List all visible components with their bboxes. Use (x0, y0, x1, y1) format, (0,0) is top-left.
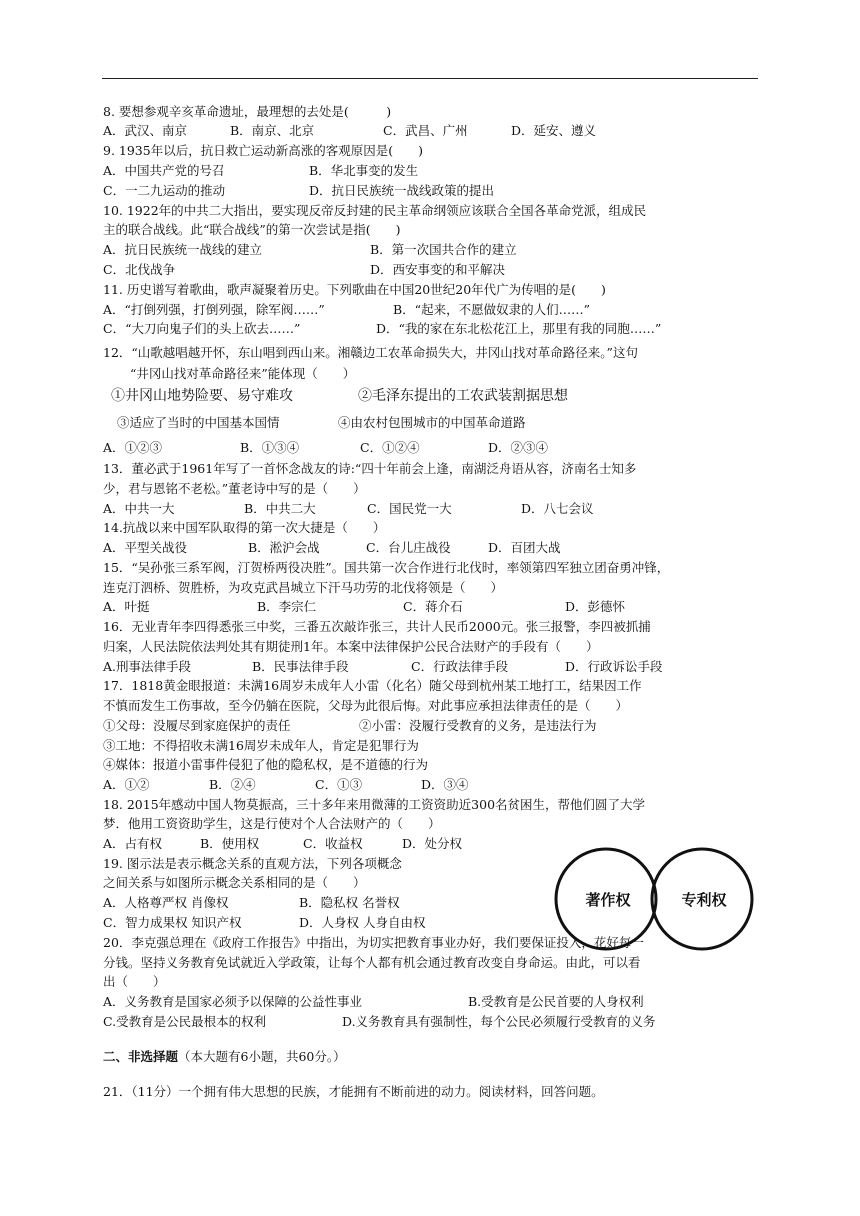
q12-option-b: B．①③④ (240, 440, 300, 455)
q19-option-b: B．隐私权 名誉权 (299, 895, 400, 910)
q20-option-a: A．义务教育是国家必须予以保障的公益性事业 (103, 994, 363, 1009)
q15-option-b: B．李宗仁 (257, 599, 317, 614)
q12-statement-3: ③适应了当时的中国基本国情 (117, 415, 280, 430)
question-18-stem-2: 梦．他用工资资助学生，这是行使对个人合法财产的（ ） (103, 816, 441, 831)
q19-option-c: C．智力成果权 知识产权 (103, 915, 242, 930)
question-19-stem-2: 之间关系与如图所示概念关系相同的是（ ） (103, 875, 366, 890)
q17-option-b: B．②④ (209, 777, 256, 792)
question-17-stem-2: 不慎而发生工伤事故，至今仍躺在医院，父母为此很后悔。对此事应承担法律责任的是（ ） (103, 698, 629, 713)
q16-option-c: C．行政法律手段 (411, 659, 509, 674)
q18-option-d: D．处分权 (402, 836, 463, 851)
q15-option-a: A．叶挺 (103, 599, 150, 614)
q9-option-c: C．一二九运动的推动 (103, 183, 226, 198)
question-15-stem: 15．“吴孙张三系军阀，汀贺桥两役决胜”。国共第一次合作进行北伐时，率领第四军独立团奋勇冲锋， (103, 560, 670, 575)
q20-option-b: B.受教育是公民首要的人身权利 (468, 994, 644, 1009)
q13-option-b: B．中共二大 (244, 501, 316, 516)
question-10-stem-2: 主的联合战线。此“联合战线”的第一次尝试是指( ) (103, 222, 401, 237)
q10-option-d: D．西安事变的和平解决 (370, 262, 506, 277)
q17-option-a: A．①② (103, 777, 150, 792)
q13-option-d: D．八七会议 (521, 501, 594, 516)
q12-option-a: A．①②③ (103, 440, 163, 455)
question-18-stem: 18. 2015年感动中国人物莫振高，三十多年来用微薄的工资资助近300名贫困生，帮他们圆了大学 (103, 797, 646, 812)
q13-option-c: C．国民党一大 (367, 501, 452, 516)
question-9-stem: 9. 1935年以后，抗日救亡运动新高涨的客观原因是( ) (103, 143, 423, 158)
q8-option-a: A．武汉、南京 (103, 123, 188, 138)
q20-option-c: C.受教育是公民最根本的权利 (103, 1014, 267, 1029)
q8-option-b: B．南京、北京 (230, 123, 315, 138)
q17-option-c: C．①③ (315, 777, 363, 792)
question-14-stem: 14.抗战以来中国军队取得的第一次大捷是（ ） (103, 520, 386, 535)
q10-option-b: B．第一次国共合作的建立 (370, 242, 517, 257)
q19-option-a: A．人格尊严权 肖像权 (103, 895, 229, 910)
q12-statement-1: ①井冈山地势险要、易守难攻 (111, 388, 293, 404)
q11-option-c: C．“大刀向鬼子们的头上砍去……” (103, 321, 301, 336)
question-13-stem-2: 少，君与恩铭不老松。”董老诗中写的是（ ） (103, 481, 366, 496)
q12-statement-2: ②毛泽东提出的工农武装割据思想 (358, 388, 568, 404)
question-21-stem: 21．（11分）一个拥有伟大思想的民族，才能拥有不断前进的动力。阅读材料，回答问题。 (103, 1084, 604, 1099)
q14-option-d: D．百团大战 (488, 540, 561, 555)
section-2-title: 二、非选择题 (103, 1049, 179, 1064)
question-11-stem: 11. 历史谱写着歌曲，歌声凝聚着历史。下列歌曲在中国20世纪20年代广为传唱的是( ) (103, 282, 606, 297)
q10-option-c: C．北伐战争 (103, 262, 176, 277)
q16-option-a: A.刑事法律手段 (103, 659, 192, 674)
q14-option-b: B．淞沪会战 (248, 540, 320, 555)
q15-option-c: C．蒋介石 (403, 599, 463, 614)
q12-statement-4: ④由农村包围城市的中国革命道路 (338, 415, 526, 430)
question-8-stem: 8. 要想参观辛亥革命遗址，最理想的去处是( ) (103, 104, 392, 119)
q16-option-b: B．民事法律手段 (252, 659, 349, 674)
q14-option-c: C．台儿庄战役 (366, 540, 451, 555)
section-2-heading (103, 1048, 346, 1065)
q20-option-d: D.义务教育具有强制性，每个公民必须履行受教育的义务 (342, 1014, 656, 1029)
question-17-stem: 17．1818黄金眼报道：未满16周岁未成年人小雷（化名）随父母到杭州某工地打工，结果因工作 (103, 678, 642, 693)
question-20-stem: 20．李克强总理在《政府工作报告》中指出，为切实把教育事业办好，我们要保证投入，花好每一 (103, 935, 644, 950)
q11-option-b: B．“起来，不愿做奴隶的人们……” (393, 302, 590, 317)
q16-option-d: D．行政诉讼手段 (565, 659, 663, 674)
q17-statement-3: ③工地：不得招收未满16周岁未成年人，肯定是犯罪行为 (103, 738, 419, 753)
q17-statement-2: ②小雷：没履行受教育的义务，是违法行为 (359, 718, 597, 733)
q15-option-d: D．彭德怀 (565, 599, 626, 614)
question-12-stem-2: “井冈山找对革命路径来”能体现（ ） (130, 366, 356, 381)
diagram-label-right: 专利权 (681, 891, 727, 909)
question-10-stem: 10. 1922年的中共二大指出，要实现反帝反封建的民主革命纲领应该联合全国各革命党派，组成民 (103, 203, 647, 218)
q18-option-c: C．收益权 (303, 836, 363, 851)
header-rule (102, 78, 758, 79)
question-19-stem: 19. 图示法是表示概念关系的直观方法，下列各项概念 (103, 856, 402, 871)
q19-option-d: D．人身权 人身自由权 (299, 915, 426, 930)
q17-statement-4: ④媒体：报道小雷事件侵犯了他的隐私权，是不道德的行为 (103, 757, 429, 772)
q17-option-d: D．③④ (421, 777, 469, 792)
question-20-stem-2: 分钱。坚持义务教育免试就近入学政策，让每个人都有机会通过教育改变自身命运。由此，可以看 (103, 955, 641, 970)
q12-option-d: D．②③④ (488, 440, 549, 455)
q9-option-a: A．中国共产党的号召 (103, 163, 225, 178)
q8-option-c: C．武昌、广州 (383, 123, 468, 138)
q12-option-c: C．①②④ (360, 440, 420, 455)
question-15-stem-2: 连克汀泗桥、贺胜桥，为攻克武昌城立下汗马功劳的北伐将领是（ ） (103, 580, 504, 595)
q10-option-a: A．抗日民族统一战线的建立 (103, 242, 263, 257)
q11-option-d: D．“我的家在东北松花江上，那里有我的同胞……” (376, 321, 662, 336)
question-12-stem: 12．“山歌越唱越开怀，东山唱到西山来。湘赣边工农革命损失大，井冈山找对革命路径来。”这句 (103, 345, 638, 360)
q13-option-a: A．中共一大 (103, 501, 175, 516)
question-13-stem: 13．董必武于1961年写了一首怀念战友的诗:“四十年前会上逢，南湖泛舟语从容，济南名士知多 (103, 461, 637, 476)
question-16-stem-2: 归案，人民法院依法判处其有期徒刑1年。本案中法律保护公民合法财产的手段有（ ） (103, 639, 599, 654)
q18-option-a: A．占有权 (103, 836, 163, 851)
q8-option-d: D．延安、遵义 (511, 123, 597, 138)
question-20-stem-3: 出（ ） (103, 974, 166, 989)
q11-option-a: A．“打倒列强，打倒列强，除军阀……” (103, 302, 325, 317)
question-16-stem: 16．无业青年李四得悉张三中奖，三番五次敲诈张三，共计人民币2000元。张三报警，李四被抓捕 (103, 619, 651, 634)
q18-option-b: B．使用权 (200, 836, 260, 851)
q9-option-b: B．华北事变的发生 (309, 163, 419, 178)
q17-statement-1: ①父母：没履尽到家庭保护的责任 (103, 718, 291, 733)
q14-option-a: A．平型关战役 (103, 540, 188, 555)
diagram-label-left: 著作权 (585, 891, 631, 909)
section-2-note: （本大题有6小题，共60分。） (178, 1049, 346, 1064)
q9-option-d: D．抗日民族统一战线政策的提出 (309, 183, 495, 198)
